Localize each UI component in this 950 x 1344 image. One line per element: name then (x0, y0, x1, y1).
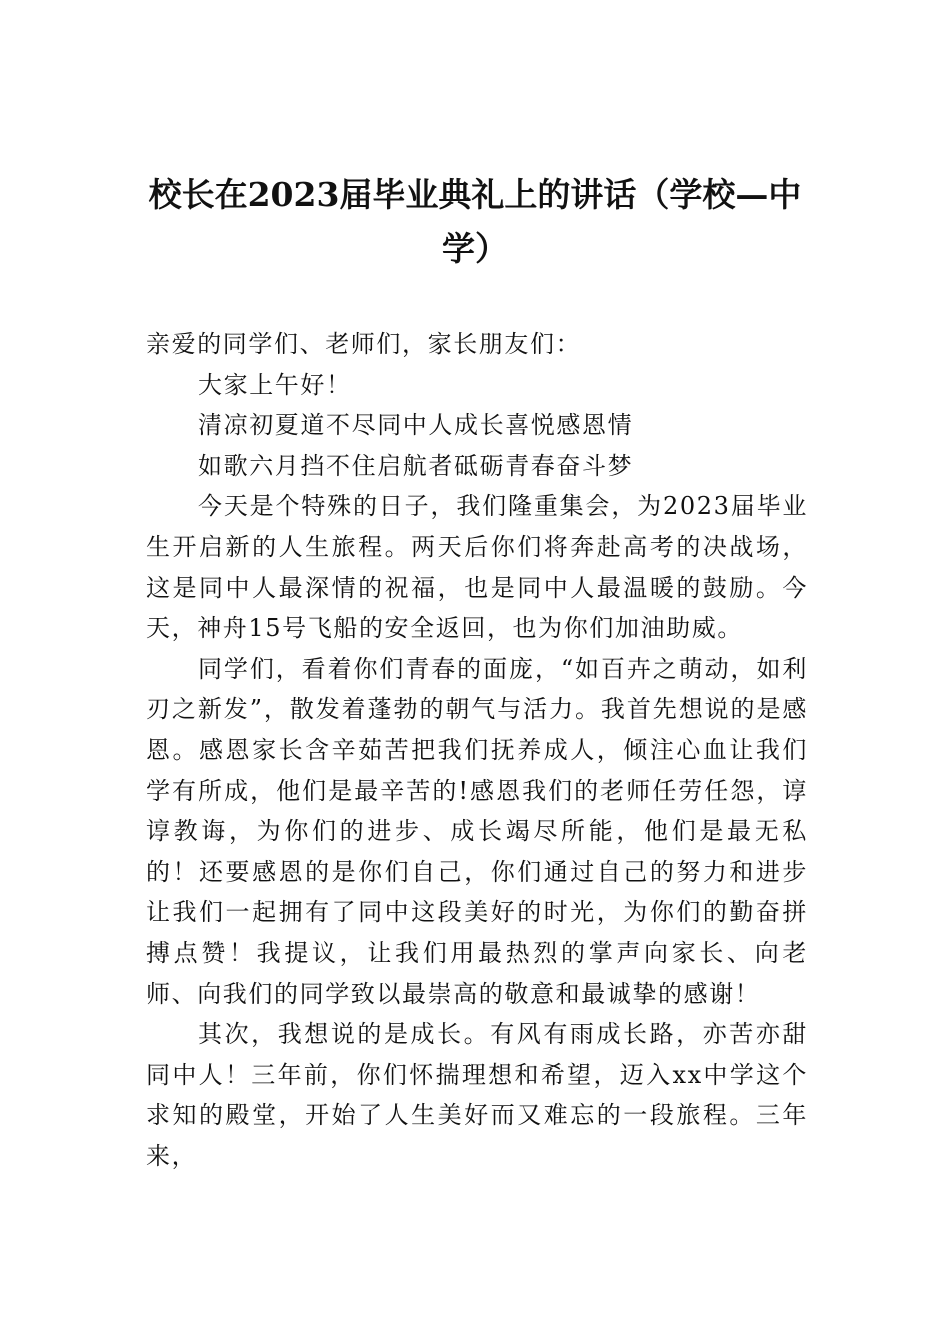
couplet-line-2: 如歌六月挡不住启航者砥砺青春奋斗梦 (198, 451, 634, 480)
body-paragraph: 今天是个特殊的日子，我们隆重集会，为2023届毕业生开启新的人生旅程。两天后你们将奔赴高考的决战场，这是同中人最深情的祝福，也是同中人最温暖的鼓励。今天，神舟15号飞船的安全返回，也为你们加油助威。 (146, 492, 808, 643)
document-body (146, 324, 808, 1176)
body-paragraph: 其次，我想说的是成长。有风有雨成长路，亦苦亦甜同中人！三年前，你们怀揣理想和希望，迈入xx中学这个求知的殿堂，开始了人生美好而又难忘的一段旅程。三年来， (146, 1020, 808, 1170)
greeting-paragraph: 大家上午好！ (198, 370, 352, 399)
couplet-line-1: 清凉初夏道不尽同中人成长喜悦感恩情 (198, 411, 634, 440)
document-title: 校长在2023届毕业典礼上的讲话（学校—中学） (148, 175, 802, 268)
body-paragraph: 同学们，看着你们青春的面庞，“如百卉之萌动，如利刃之新发”，散发着蓬勃的朝气与活力。我首先想说的是感恩。感恩家长含辛茹苦把我们抚养成人，倾注心血让我们学有所成，他们是最辛苦的!感恩我们的老师任劳任怨，谆谆教诲，为你们的进步、成长竭尽所能，他们是最无私的！还要感恩的是你们自己，你们通过自己的努力和进步让我们一起拥有了同中这段美好的时光，为你们的勤奋拼搏点赞！我提议，让我们用最热烈的掌声向家长、向老师、向我们的同学致以最崇高的敬意和最诚挚的感谢！ (146, 654, 808, 1008)
salutation-paragraph: 亲爱的同学们、老师们，家长朋友们： (146, 330, 582, 358)
